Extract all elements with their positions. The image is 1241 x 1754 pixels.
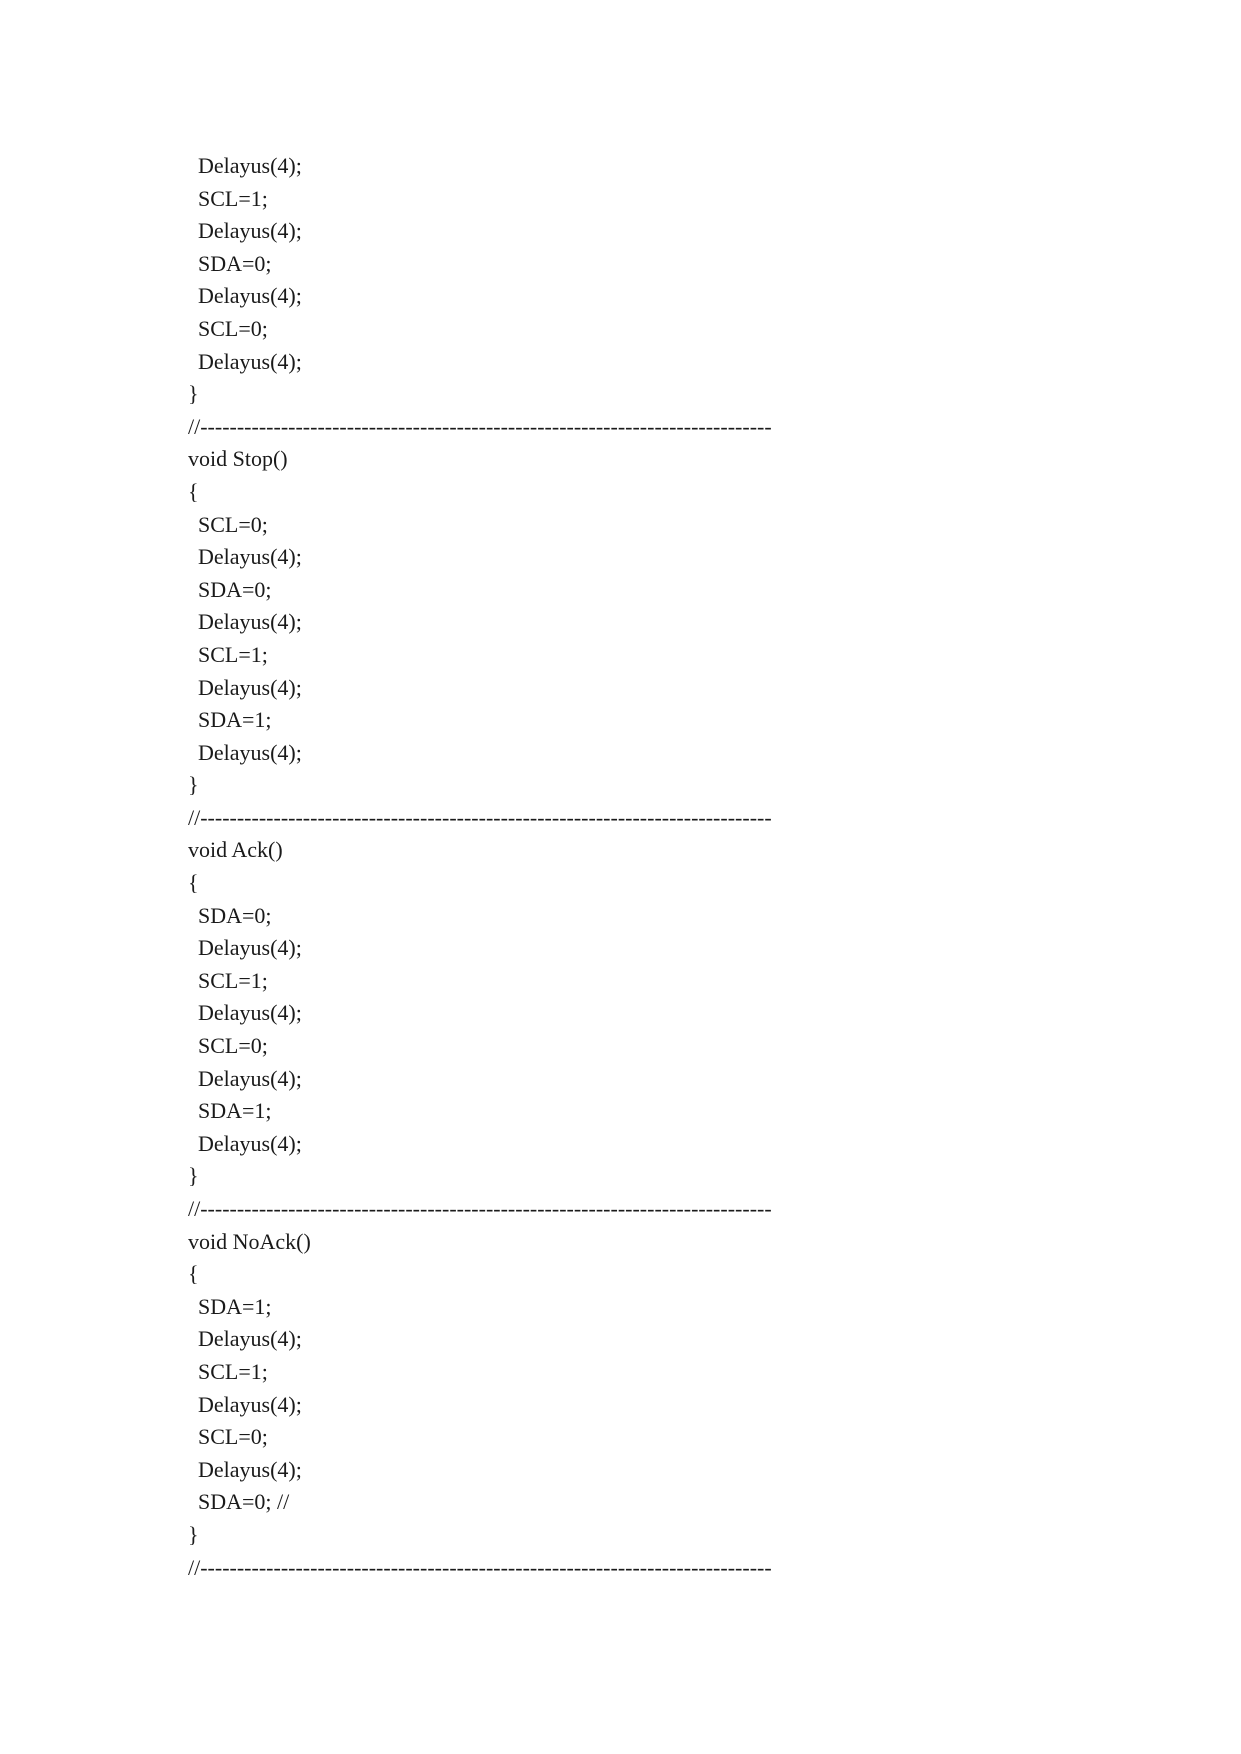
code-line: SDA=1; [198, 1098, 272, 1124]
code-line: Delayus(4); [198, 283, 302, 309]
code-line: Delayus(4); [198, 1326, 302, 1352]
code-line: SCL=1; [198, 185, 268, 211]
separator-comment: //------------------------------------------------------------------------------ [188, 804, 772, 830]
closing-brace: } [188, 1521, 199, 1547]
closing-brace: } [188, 772, 199, 798]
code-line: SDA=0; [198, 902, 272, 928]
code-line: Delayus(4); [198, 153, 302, 178]
opening-brace: { [188, 1261, 199, 1287]
code-line: Delayus(4); [198, 544, 302, 570]
code-line: Delayus(4); [198, 1130, 302, 1156]
code-line: SCL=0; [198, 315, 268, 341]
function-signature-ack: void Ack() [188, 837, 283, 863]
function-signature-stop: void Stop() [188, 446, 288, 472]
code-line: SCL=0; [198, 511, 268, 537]
code-line: Delayus(4); [198, 1391, 302, 1417]
separator-comment: //------------------------------------------------------------------------------ [188, 1196, 772, 1221]
opening-brace: { [188, 478, 199, 504]
code-line: Delayus(4); [198, 348, 302, 374]
code-line: Delayus(4); [198, 1065, 302, 1091]
separator-comment: //------------------------------------------------------------------------------ [188, 413, 772, 439]
code-line: SDA=1; [198, 707, 272, 733]
opening-brace: { [188, 870, 199, 896]
code-line: SCL=1; [198, 1358, 268, 1384]
code-line: SDA=0; // [198, 1489, 290, 1515]
code-line: Delayus(4); [198, 218, 302, 244]
code-line: Delayus(4); [198, 674, 302, 700]
function-signature-noack: void NoAck() [188, 1228, 311, 1254]
code-line: Delayus(4); [198, 609, 302, 635]
code-line: SDA=1; [198, 1293, 272, 1319]
code-line: SCL=1; [198, 641, 268, 667]
code-line: SCL=0; [198, 1033, 268, 1059]
code-line: SCL=0; [198, 1424, 268, 1450]
code-line: Delayus(4); [198, 1000, 302, 1026]
code-line: Delayus(4); [198, 935, 302, 961]
code-line: SDA=0; [198, 250, 272, 276]
code-line: Delayus(4); [198, 1456, 302, 1482]
separator-comment: //------------------------------------------------------------------------------ [188, 1554, 772, 1580]
closing-brace: } [188, 1163, 199, 1189]
code-listing [188, 150, 1088, 1584]
code-line: SCL=1; [198, 967, 268, 993]
code-line: SDA=0; [198, 576, 272, 602]
closing-brace: } [188, 381, 199, 407]
code-line: Delayus(4); [198, 739, 302, 765]
